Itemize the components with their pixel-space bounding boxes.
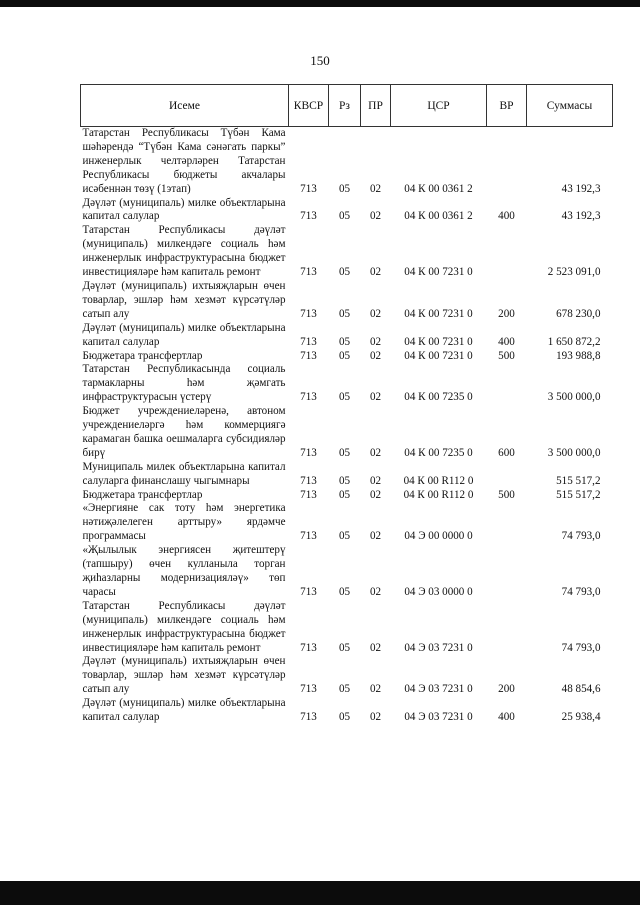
row-pr-cell: 02	[369, 349, 382, 362]
row-kvsr-cell: 713	[300, 683, 317, 696]
row-kvsr-cell: 713	[300, 446, 317, 459]
row-vr-cell	[487, 544, 527, 600]
table-body	[81, 127, 613, 725]
row-kvsr-cell: 713	[300, 349, 317, 362]
row-csr-cell: 04 К 00 0361 2	[404, 182, 473, 195]
row-vr-cell	[487, 127, 527, 197]
row-vr-cell	[487, 600, 527, 656]
column-header-pr: ПР	[361, 85, 391, 127]
row-csr-cell: 04 К 00 7235 0	[404, 446, 473, 459]
row-vr-cell: 200	[498, 683, 515, 696]
row-vr-cell	[487, 461, 527, 489]
row-pr-cell: 02	[369, 446, 382, 459]
row-sum-cell: 515 517,2	[556, 474, 601, 487]
table-header-row	[81, 85, 613, 127]
row-name-cell: Дәүләт (муниципаль) ихтыяҗларын өчен товарлар, эшләр һәм хезмәт күрсәтүләр сатып алу	[82, 655, 286, 696]
row-name-cell: Бюджет учреждениеләренә, автоном учреждениеләргә һәм коммерциягә карамаган башка оешмаларга субсидияләр бирү	[82, 405, 286, 459]
row-rz-cell: 05	[338, 182, 351, 195]
table-row	[81, 127, 613, 197]
table-row	[81, 600, 613, 656]
row-sum-cell: 3 500 000,0	[547, 391, 601, 404]
row-rz-cell: 05	[338, 474, 351, 487]
row-pr-cell: 02	[369, 488, 382, 501]
row-kvsr-cell: 713	[300, 307, 317, 320]
row-pr-cell: 02	[369, 641, 382, 654]
row-rz-cell: 05	[338, 391, 351, 404]
row-rz-cell: 05	[338, 266, 351, 279]
row-rz-cell: 05	[338, 307, 351, 320]
row-pr-cell: 02	[369, 182, 382, 195]
table-row	[81, 280, 613, 322]
row-name-cell: Татарстан Республикасында социаль тармакларны һәм җәмгать инфраструктурасын үстерү	[82, 363, 286, 404]
row-name-cell: Татарстан Республикасы Түбән Кама шәһәрендә “Түбән Кама сәнәгать паркы” инженерлык челтәрләрен Татарстан Республикасы бюджеты акчалары исәбеннән төзү (1этап)	[82, 127, 286, 195]
row-kvsr-cell: 713	[300, 391, 317, 404]
column-header-name: Исеме	[81, 85, 289, 127]
table-row	[81, 655, 613, 697]
row-kvsr-cell: 713	[300, 530, 317, 543]
row-pr-cell: 02	[369, 474, 382, 487]
column-header-vr: ВР	[487, 85, 527, 127]
row-name-cell: Дәүләт (муниципаль) ихтыяҗларын өчен товарлар, эшләр һәм хезмәт күрсәтүләр сатып алу	[82, 279, 286, 320]
row-vr-cell: 400	[498, 711, 515, 724]
column-header-csr: ЦСР	[391, 85, 487, 127]
row-csr-cell: 04 К 00 7231 0	[404, 335, 473, 348]
row-name-cell: Дәүләт (муниципаль) милке объектларына капитал салулар	[82, 321, 286, 348]
table-row	[81, 461, 613, 489]
row-rz-cell: 05	[338, 335, 351, 348]
row-pr-cell: 02	[369, 530, 382, 543]
row-rz-cell: 05	[338, 488, 351, 501]
row-sum-cell: 43 192,3	[561, 182, 601, 195]
row-pr-cell: 02	[369, 210, 382, 223]
row-name-cell: «Җылылык энергиясен җитештерү (тапшыру) өчен кулланыла торган җиһазларны модернизацияләү» төп чарасы	[82, 544, 286, 598]
table-row	[81, 322, 613, 350]
scan-edge-top	[0, 0, 640, 7]
row-vr-cell: 400	[498, 335, 515, 348]
table-row	[81, 697, 613, 725]
row-name-cell: «Энергияне сак тоту һәм энергетика нәтиҗәлелеген арттыру» ярдәмче программасы	[82, 502, 286, 543]
scan-edge-bottom	[0, 881, 640, 905]
row-kvsr-cell: 713	[300, 210, 317, 223]
table-row	[81, 489, 613, 503]
row-sum-cell: 678 230,0	[556, 307, 601, 320]
table-row	[81, 350, 613, 364]
row-vr-cell: 500	[498, 488, 515, 501]
row-kvsr-cell: 713	[300, 585, 317, 598]
table-row	[81, 502, 613, 544]
row-sum-cell: 1 650 872,2	[547, 335, 601, 348]
row-kvsr-cell: 713	[300, 474, 317, 487]
row-vr-cell: 600	[498, 446, 515, 459]
row-vr-cell	[487, 224, 527, 280]
row-pr-cell: 02	[369, 391, 382, 404]
row-kvsr-cell: 713	[300, 641, 317, 654]
row-sum-cell: 515 517,2	[556, 488, 601, 501]
row-kvsr-cell: 713	[300, 488, 317, 501]
row-csr-cell: 04 К 00 7231 0	[404, 266, 473, 279]
row-vr-cell	[487, 363, 527, 405]
row-csr-cell: 04 Э 03 7231 0	[404, 683, 473, 696]
row-csr-cell: 04 Э 03 7231 0	[404, 711, 473, 724]
row-name-cell: Дәүләт (муниципаль) милке объектларына капитал салулар	[82, 697, 286, 724]
row-csr-cell: 04 Э 03 0000 0	[404, 585, 473, 598]
row-name-cell: Татарстан Республикасы дәүләт (муниципаль) милкендәге социаль һәм инженерлык инфраструктурасына бюджет инвестицияләре һәм капиталь ремонт	[82, 599, 286, 654]
row-kvsr-cell: 713	[300, 711, 317, 724]
row-csr-cell: 04 К 00 R112 0	[403, 488, 474, 501]
row-sum-cell: 3 500 000,0	[547, 446, 601, 459]
row-sum-cell: 74 793,0	[561, 530, 601, 543]
row-vr-cell	[487, 502, 527, 544]
row-name-cell: Бюджетара трансфертлар	[82, 488, 203, 501]
table-row	[81, 197, 613, 225]
row-name-cell: Дәүләт (муниципаль) милке объектларына капитал салулар	[82, 196, 286, 223]
row-pr-cell: 02	[369, 307, 382, 320]
row-sum-cell: 74 793,0	[561, 641, 601, 654]
table-row	[81, 224, 613, 280]
table-row	[81, 363, 613, 405]
row-vr-cell: 400	[498, 210, 515, 223]
row-kvsr-cell: 713	[300, 182, 317, 195]
table-row	[81, 544, 613, 600]
row-sum-cell: 193 988,8	[556, 349, 601, 362]
row-pr-cell: 02	[369, 335, 382, 348]
row-kvsr-cell: 713	[300, 266, 317, 279]
column-header-rz: Рз	[329, 85, 361, 127]
row-csr-cell: 04 К 00 R112 0	[403, 474, 474, 487]
row-rz-cell: 05	[338, 585, 351, 598]
row-pr-cell: 02	[369, 683, 382, 696]
row-csr-cell: 04 Э 03 7231 0	[404, 641, 473, 654]
row-name-cell: Муниципаль милек объектларына капитал салуларга финанслашу чыгымнары	[82, 460, 286, 487]
row-pr-cell: 02	[369, 585, 382, 598]
row-sum-cell: 48 854,6	[561, 683, 601, 696]
row-pr-cell: 02	[369, 266, 382, 279]
row-csr-cell: 04 К 00 7235 0	[404, 391, 473, 404]
row-kvsr-cell: 713	[300, 335, 317, 348]
row-name-cell: Бюджетара трансфертлар	[82, 349, 203, 362]
row-vr-cell: 500	[498, 349, 515, 362]
row-vr-cell: 200	[498, 307, 515, 320]
column-header-sum: Суммасы	[527, 85, 613, 127]
row-csr-cell: 04 Э 00 0000 0	[404, 530, 473, 543]
row-csr-cell: 04 К 00 0361 2	[404, 210, 473, 223]
row-rz-cell: 05	[338, 683, 351, 696]
row-csr-cell: 04 К 00 7231 0	[404, 307, 473, 320]
row-rz-cell: 05	[338, 446, 351, 459]
row-pr-cell: 02	[369, 711, 382, 724]
row-rz-cell: 05	[338, 641, 351, 654]
row-csr-cell: 04 К 00 7231 0	[404, 349, 473, 362]
page-number: 150	[310, 53, 330, 68]
budget-table	[80, 84, 613, 725]
row-rz-cell: 05	[338, 711, 351, 724]
row-rz-cell: 05	[338, 530, 351, 543]
row-sum-cell: 74 793,0	[561, 585, 601, 598]
row-name-cell: Татарстан Республикасы дәүләт (муниципаль) милкендәге социаль һәм инженерлык инфраструктурасына бюджет инвестицияләре һәм капиталь ремонт	[82, 224, 286, 279]
row-sum-cell: 43 192,3	[561, 210, 601, 223]
row-sum-cell: 2 523 091,0	[547, 266, 601, 279]
column-header-kvsr: КВСР	[289, 85, 329, 127]
row-sum-cell: 25 938,4	[561, 711, 601, 724]
row-rz-cell: 05	[338, 210, 351, 223]
table-row	[81, 405, 613, 461]
row-rz-cell: 05	[338, 349, 351, 362]
